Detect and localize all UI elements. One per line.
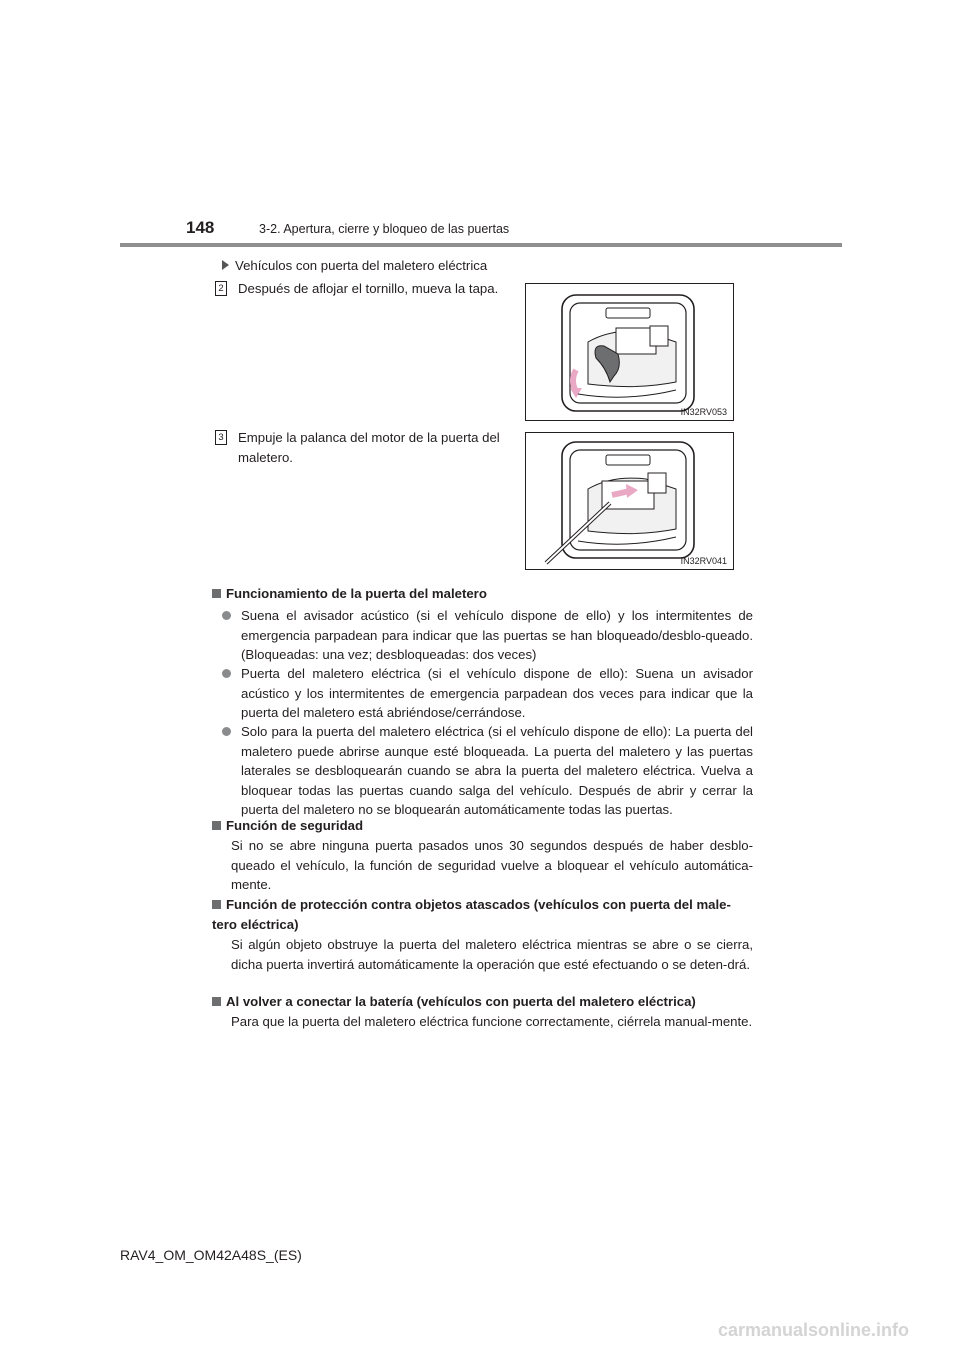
section-heading: [212, 992, 696, 1012]
step-number: 2: [215, 281, 227, 296]
subsection-heading: [222, 256, 487, 276]
list-item: [222, 664, 753, 723]
bullet-text: Suena el avisador acústico (si el vehículo dispone de ello) y los intermitentes de emergencia parpadean para indicar que las puertas se han bloqueado/desblo-queado. (Bloqueadas: una vez; desbloqueadas: dos veces): [241, 608, 753, 662]
section-heading-label: Funcionamiento de la puerta del maletero: [226, 586, 487, 601]
figure-code: IN32RV053: [680, 407, 727, 417]
header-rule: [120, 243, 842, 247]
section-heading: [212, 816, 363, 836]
section-title: 3-2. Apertura, cierre y bloqueo de las puertas: [259, 222, 510, 236]
tailgate-lever-illustration: [526, 433, 733, 569]
figure-step-2: [525, 283, 734, 421]
bullet-text: Puerta del maletero eléctrica (si el vehículo dispone de ello): Suena un avisador acústico y los intermitentes de emergencia parpadean dos veces para indicar que la puerta del maletero está abriéndose/cerrándose.: [241, 666, 753, 720]
tailgate-cover-illustration: [526, 284, 733, 420]
round-bullet-icon: [222, 669, 231, 678]
watermark: carmanualsonline.info: [718, 1320, 910, 1340]
footer-code: RAV4_OM_OM42A48S_(ES): [120, 1247, 302, 1263]
page-number: 148: [186, 218, 215, 237]
figure-code: IN32RV041: [680, 556, 727, 566]
section-heading-label: Al volver a conectar la batería (vehículos con puerta del maletero eléctrica): [226, 994, 696, 1009]
square-bullet-icon: [212, 900, 221, 909]
subsection-label: Vehículos con puerta del maletero eléctrica: [235, 258, 488, 273]
triangle-bullet-icon: [222, 260, 229, 270]
square-bullet-icon: [212, 997, 221, 1006]
section-heading-label: Función de protección contra objetos atascados (vehículos con puerta del male-tero eléctrica): [212, 897, 731, 932]
round-bullet-icon: [222, 727, 231, 736]
section-heading-label: Función de seguridad: [226, 818, 364, 833]
figure-step-3: [525, 432, 734, 570]
step-text: Empuje la palanca del motor de la puerta del maletero.: [238, 430, 500, 465]
bullet-text: Solo para la puerta del maletero eléctrica (si el vehículo dispone de ello): La puerta del maletero puede abrirse aunque esté bloqueada. La puerta del maletero y las puertas laterales se desbloquearán cuando se abra la puerta del maletero eléctrica. Vuelva a bloquear todas las puertas cuando salga del vehículo. Después de abrir y cerrar la puerta del maletero no se bloquearán automáticamente todas las puertas.: [241, 724, 753, 817]
square-bullet-icon: [212, 821, 221, 830]
step-text: Después de aflojar el tornillo, mueva la tapa.: [238, 281, 499, 296]
list-item: [222, 606, 753, 665]
step-number: 3: [215, 430, 227, 445]
section-heading: [212, 895, 753, 934]
square-bullet-icon: [212, 589, 221, 598]
section-text: Para que la puerta del maletero eléctrica funcione correctamente, ciérrela manual-mente.: [231, 1014, 753, 1029]
round-bullet-icon: [222, 611, 231, 620]
list-item: [222, 722, 753, 820]
section-text: Si no se abre ninguna puerta pasados unos 30 segundos después de haber desblo-queado el vehículo, la función de seguridad vuelve a bloquear el vehículo automática-mente.: [231, 838, 753, 892]
section-heading: [212, 584, 487, 604]
section-text: Si algún objeto obstruye la puerta del maletero eléctrica mientras se abre o se cierra, dicha puerta invertirá automáticamente la operación que esté efectuando o se deten-drá.: [231, 937, 753, 972]
